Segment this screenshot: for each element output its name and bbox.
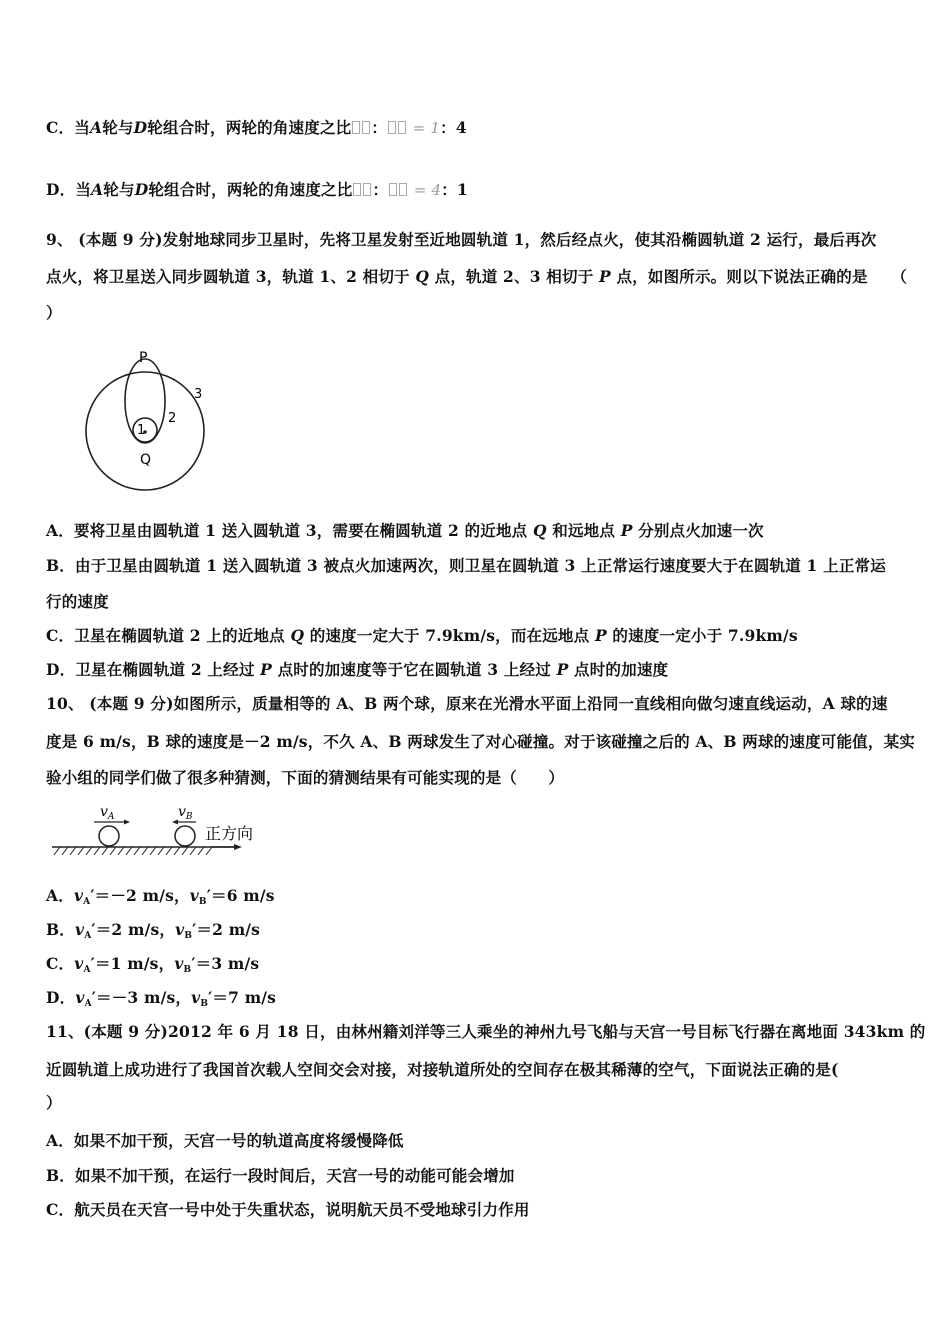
q9-option-d: D．卫星在椭圆轨道 2 上经过 P 点时的加速度等于它在圆轨道 3 上经过 P 点时的加速度 (46, 660, 669, 679)
formula-glyph-icon (362, 121, 370, 134)
q11-option-c: C．航天员在天宫一号中处于失重状态，说明航天员不受地球引力作用 (46, 1200, 530, 1219)
label-p: P (139, 350, 148, 366)
ground-hatching (54, 847, 212, 855)
q11-stem-line-3: ） (46, 1093, 62, 1112)
q9-option-b-line-1: B．由于卫星由圆轨道 1 送入圆轨道 3 被点火加速两次，则卫星在圆轨道 3 上正常运行速度要大于在圆轨道 1 上正常运 (46, 556, 886, 575)
q9-option-a: A．要将卫星由圆轨道 1 送入圆轨道 3，需要在椭圆轨道 2 的近地点 Q 和远地点 P 分别点火加速一次 (46, 521, 764, 540)
q10-option-b: B．$v_A'=2$ m/s，$v_B'=2$ m/s (46, 920, 261, 941)
ball-b (175, 826, 195, 846)
formula-glyph-icon (398, 121, 406, 134)
formula-glyph-icon (352, 121, 360, 134)
q8-option-c: C．当A轮与D轮组合时，两轮的角速度之比 ： = 1：4 (46, 118, 467, 137)
label-2: 2 (168, 411, 177, 426)
formula-glyph-icon (353, 183, 361, 196)
q9-stem-line-1: 9、 (本题 9 分)发射地球同步卫星时，先将卫星发射至近地圆轨道 1，然后经点火，使其沿椭圆轨道 2 运行，最后再次 (46, 230, 877, 249)
q9-option-c: C．卫星在椭圆轨道 2 上的近地点 Q 的速度一定大于 7.9km/s，而在远地点 P 的速度一定小于 7.9km/s (46, 626, 798, 645)
positive-direction-label: 正方向 (205, 824, 254, 843)
q9-option-b-line-2: 行的速度 (46, 592, 109, 611)
label-q: Q (140, 452, 152, 468)
positive-direction-arrowhead (234, 844, 242, 850)
label-3: 3 (194, 387, 203, 402)
ball-a (99, 826, 119, 846)
q10-option-a: A．$v_A'=-2$ m/s，$v_B'=6$ m/s (46, 886, 275, 907)
label-1: 1 (137, 423, 146, 438)
q10-option-c: C．$v_A'=1$ m/s，$v_B'=3$ m/s (46, 954, 260, 975)
q10-stem-line-2: 度是 6 m/s，B 球的速度是－2 m/s，不久 A、B 两球发生了对心碰撞。对于该碰撞之后的 A、B 两球的速度可能值，某实 (46, 732, 915, 751)
velocity-a-arrowhead (124, 820, 130, 825)
q10-stem-line-3: 验小组的同学们做了很多种猜测，下面的猜测结果有可能实现的是（ ） (46, 768, 565, 787)
q10-stem-line-1: 10、 (本题 9 分)如图所示，质量相等的 A、B 两个球，原来在光滑水平面上沿同一直线相向做匀速直线运动，A 球的速 (46, 694, 888, 713)
q9-stem-line-3: ） (46, 303, 62, 322)
velocity-a-label: $v_A$ (100, 804, 115, 822)
q10-option-d: D．$v_A'=-3$ m/s，$v_B'=7$ m/s (46, 988, 277, 1009)
formula-glyph-icon (388, 121, 396, 134)
formula-glyph-icon (363, 183, 371, 196)
q11-option-a: A．如果不加干预，天宫一号的轨道高度将缓慢降低 (46, 1131, 404, 1150)
q9-stem-line-2: 点火，将卫星送入同步圆轨道 3，轨道 1、2 相切于 Q 点，轨道 2、3 相切于 P 点，如图所示。则以下说法正确的是 （ (46, 267, 908, 286)
orbit-diagram (70, 340, 230, 500)
q8-option-d: D．当A轮与D轮组合时，两轮的角速度之比 ： = 4：1 (46, 180, 468, 199)
velocity-b-arrowhead (172, 820, 178, 825)
velocity-b-label: $v_B$ (178, 804, 193, 822)
formula-glyph-icon (399, 183, 407, 196)
q11-stem-line-1: 11、(本题 9 分)2012 年 6 月 18 日，由林州籍刘洋等三人乘坐的神州九号飞船与天宫一号目标飞行器在离地面 343km 的 (46, 1022, 926, 1041)
q11-option-b: B．如果不加干预，在运行一段时间后，天宫一号的动能可能会增加 (46, 1166, 515, 1185)
q11-stem-line-2: 近圆轨道上成功进行了我国首次载人空间交会对接，对接轨道所处的空间存在极其稀薄的空气，下面说法正确的是( (46, 1060, 839, 1079)
collision-diagram (48, 798, 278, 860)
formula-glyph-icon (389, 183, 397, 196)
